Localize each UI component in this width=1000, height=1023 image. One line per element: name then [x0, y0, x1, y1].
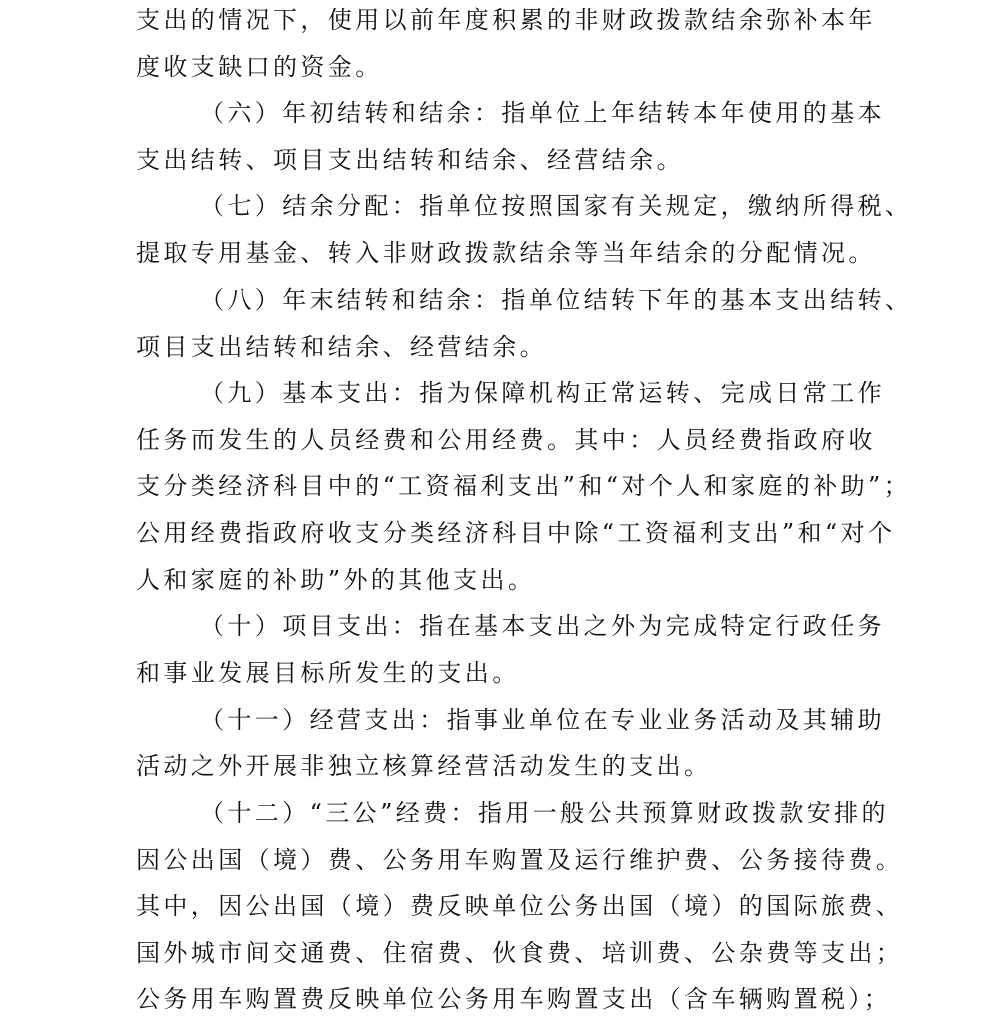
text-line: 国外城市间交通费、住宿费、伙食费、培训费、公杂费等支出； — [136, 939, 904, 967]
text-line: 活动之外开展非独立核算经营活动发生的支出。 — [136, 752, 712, 780]
text-line: 度收支缺口的资金。 — [136, 53, 383, 81]
text-line: 提取专用基金、转入非财政拨款结余等当年结余的分配情况。 — [136, 239, 876, 267]
text-line: 支分类经济科目中的“工资福利支出”和“对个人和家庭的补助”； — [136, 472, 912, 500]
text-line: 因公出国（境）费、公务用车购置及运行维护费、公务接待费。 — [136, 846, 904, 874]
paragraph-heading-10: （十）项目支出：指在基本支出之外为完成特定行政任务 — [200, 612, 885, 640]
paragraph-heading-7: （七）结余分配：指单位按照国家有关规定，缴纳所得税、 — [200, 192, 913, 220]
text-line: 项目支出结转和结余、经营结余。 — [136, 333, 547, 361]
text-line: 人和家庭的补助”外的其他支出。 — [136, 566, 536, 594]
text-line: 公务用车购置费反映单位公务用车购置支出（含车辆购置税）； — [136, 985, 892, 1013]
text-line: 其中，因公出国（境）费反映单位公务出国（境）的国际旅费、 — [136, 892, 904, 920]
text-line: 任务而发生的人员经费和公用经费。其中：人员经费指政府收 — [136, 426, 876, 454]
paragraph-heading-6: （六）年初结转和结余：指单位上年结转本年使用的基本 — [200, 99, 885, 127]
text-line: 支出结转、项目支出结转和结余、经营结余。 — [136, 146, 684, 174]
paragraph-heading-8: （八）年末结转和结余：指单位结转下年的基本支出结转、 — [200, 286, 913, 314]
text-line: 公用经费指政府收支分类经济科目中除“工资福利支出”和“对个 — [136, 519, 896, 547]
text-line: 和事业发展目标所发生的支出。 — [136, 659, 520, 687]
paragraph-heading-11: （十一）经营支出：指事业单位在专业业务活动及其辅助 — [200, 706, 885, 734]
paragraph-heading-9: （九）基本支出：指为保障机构正常运转、完成日常工作 — [200, 379, 885, 407]
paragraph-heading-12: （十二）“三公”经费：指用一般公共预算财政拨款安排的 — [200, 799, 889, 827]
text-line: 支出的情况下，使用以前年度积累的非财政拨款结余弥补本年 — [136, 6, 876, 34]
